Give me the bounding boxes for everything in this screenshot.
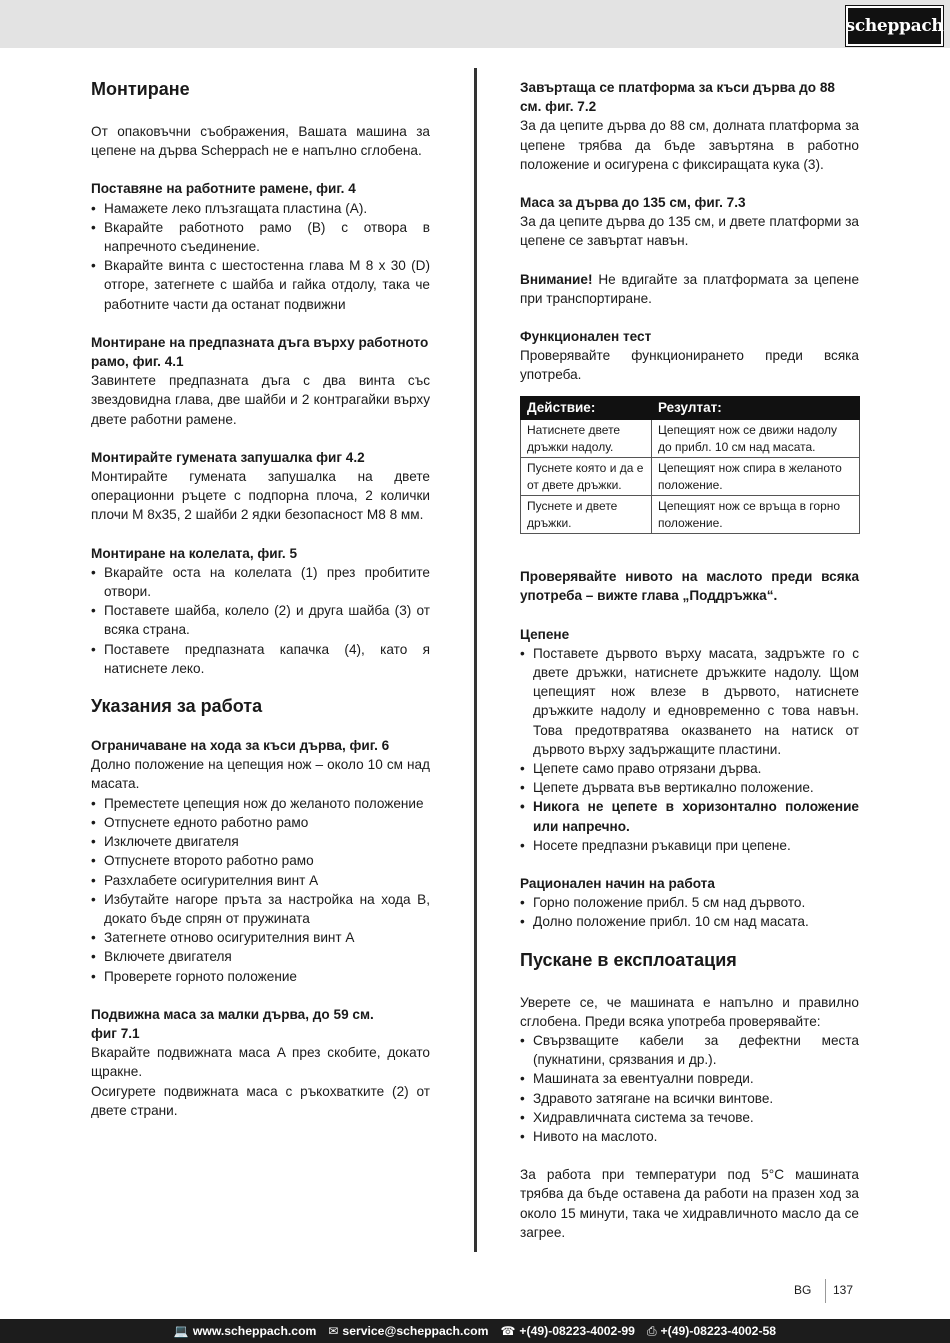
platform-text: За да цепите дърва до 88 см, долната платформа за цепене трябва да бъде завъртяна в работно положение и осигурена с фиксиращата кука (3). [520, 118, 859, 172]
rational-list [520, 893, 859, 931]
right-column [520, 78, 859, 1242]
list-item: • Отпуснете второто работно рамо [91, 851, 430, 870]
section-heading-mounting: Монтиране [91, 79, 190, 99]
list-item: • Вкарайте оста на колелата (1) през пробитите отвори. [91, 563, 430, 601]
mail-icon: ✉ [328, 1324, 339, 1338]
list-item: • Цепете дървата във вертикално положение. [520, 778, 859, 797]
fax-icon: ⎙ [646, 1323, 657, 1338]
subheading-function-test: Функционален тест [520, 329, 652, 345]
guard-text: Завинтете предпазната дъга с два винта със звездовидна глава, две шайби и 2 контрагайки върху двете работни рамене. [91, 373, 430, 427]
list-item: • Долно положение прибл. 10 см над масата. [520, 912, 859, 931]
language-code: BG [794, 1283, 812, 1297]
attention-note [520, 270, 859, 308]
list-item: • Вкарайте винта с шестостенна глава M 8 x 30 (D) отгоре, затегнете с шайба и гайка отдолу, така че работните части да останат подвижни [91, 256, 430, 314]
footer-fax[interactable] [647, 1324, 776, 1339]
table-header-row [521, 396, 860, 420]
table-cell: Пуснете и двете дръжки. [521, 496, 652, 534]
list-item: • Поставете дървото върху масата, задръжте го с двете дръжки, натиснете дръжките надолу. Щом цепещият нож влезе в дървото, натиснете дръжките надолу и едновременно с това навън. Това предотвратява оказването на натиск от дървото върху задържащите пластини. [520, 644, 859, 759]
table-row [521, 458, 860, 496]
list-item: • Избутайте нагоре пръта за настройка на хода B, докато бъде спрян от пружината [91, 890, 430, 928]
startup-list [520, 1031, 859, 1146]
stroke-list [91, 794, 430, 986]
list-item: • Преместете цепещия нож до желаното положение [91, 794, 430, 813]
stroke-text: Долно положение на цепещия нож – около 10 см над масата. [91, 757, 430, 792]
computer-icon: 💻 [173, 1324, 189, 1338]
list-item: • Нивото на маслото. [520, 1127, 859, 1146]
attention-text: Не вдигайте за платформата за цепене при транспортиране. [520, 271, 859, 306]
table135-text: За да цепите дърва до 135 см, и двете платформи за цепене се завъртат навън. [520, 214, 859, 249]
table-row [521, 496, 860, 534]
table-cell: Цепещият нож се движи надолу до прибл. 10 см над масата. [652, 420, 860, 458]
left-column [91, 78, 430, 1120]
table-cell: Натиснете двете дръжки надолу. [521, 420, 652, 458]
footer-email-text: service@scheppach.com [342, 1324, 489, 1338]
subheading-splitting: Цепене [520, 626, 570, 642]
table-cell: Цепещият нож се връща в горно положение. [652, 496, 860, 534]
list-item: • Горно положение прибл. 5 см над дървото. [520, 893, 859, 912]
subheading-wheels: Монтиране на колелата, фиг. 5 [91, 545, 298, 561]
list-item: • Намажете леко плъзгащата пластина (A). [91, 199, 430, 218]
startup-text: Уверете се, че машината е напълно и правилно сглобена. Преди всяка употреба проверявайте: [520, 994, 859, 1029]
list-item: • Изключете двигателя [91, 832, 430, 851]
list-item: • Носете предпазни ръкавици при цепене. [520, 836, 859, 855]
subheading-movable-table: Подвижна маса за малки дърва, до 59 см. фиг 7.1 [91, 1006, 374, 1041]
column-divider [474, 68, 477, 1252]
function-test-text: Проверявайте функционирането преди всяка употреба. [520, 348, 859, 383]
splitting-list [520, 644, 859, 855]
list-item: • Разхлабете осигурителния винт A [91, 871, 430, 890]
oil-check-note: Проверявайте нивото на маслото преди всяка употреба – вижте глава „Поддръжка“. [520, 569, 859, 604]
subheading-arms: Поставяне на работните рамене, фиг. 4 [91, 181, 356, 197]
rubber-text: Монтирайте гумената запушалка на двете операционни ръцете с подпорна плоча, 2 колички плочи М 8х35, 2 шайби 2 ядки безопасност М8 8 мм. [91, 469, 430, 523]
list-item: • Хидравличната система за течове. [520, 1108, 859, 1127]
list-item: • Здравото затягане на всички винтове. [520, 1089, 859, 1108]
list-item: • Поставете шайба, колело (2) и друга шайба (3) от всяка страна. [91, 601, 430, 639]
wheels-list [91, 563, 430, 678]
header-bar [0, 0, 950, 48]
list-item: • Поставете предпазната капачка (4), като я натиснете леко. [91, 640, 430, 678]
logo-text: scheppach [845, 16, 944, 36]
list-item: • Затегнете отново осигурителния винт A [91, 928, 430, 947]
scheppach-logo [846, 6, 943, 46]
table-header-result: Резултат: [652, 396, 860, 420]
list-item: • Цепете само право отрязани дърва. [520, 759, 859, 778]
function-test-table [520, 396, 860, 535]
list-item: • Отпуснете едното работно рамо [91, 813, 430, 832]
mounting-intro: От опаковъчни съображения, Вашата машина за цепене на дърва Scheppach не е напълно сглобена. [91, 124, 430, 159]
movable-table-text-1: Вкарайте подвижната маса A през скобите, докато щракне. [91, 1045, 430, 1080]
list-item: • Свързващите кабели за дефектни места (пукнатини, срязвания и др.). [520, 1031, 859, 1069]
subheading-platform: Завъртаща се платформа за къси дърва до 88 см. фиг. 7.2 [520, 80, 835, 115]
table-header-action: Действие: [521, 396, 652, 420]
section-heading-work: Указания за работа [91, 696, 263, 717]
temperature-text: За работа при температури под 5°C машината трябва да бъде оставена да работи на празен ход за около 15 минути, така че хидравличното масло да се загрее. [520, 1167, 859, 1240]
subheading-stroke: Ограничаване на хода за къси дърва, фиг. 6 [91, 738, 390, 754]
phone-icon: ☎ [500, 1324, 516, 1338]
footer-bar [0, 1319, 950, 1343]
table-cell: Цепещият нож спира в желаното положение. [652, 458, 860, 496]
table-cell: Пуснете която и да е от двете дръжки. [521, 458, 652, 496]
footer-phone[interactable] [500, 1324, 634, 1338]
footer-web[interactable] [174, 1324, 316, 1338]
section-heading-startup: Пускане в експлоатация [520, 949, 737, 970]
table-row [521, 420, 860, 458]
list-item: • Включете двигателя [91, 947, 430, 966]
footer-web-text: www.scheppach.com [192, 1324, 317, 1338]
list-item: • Проверете горното положение [91, 967, 430, 986]
footer-fax-text: +(49)-08223-4002-58 [660, 1324, 777, 1338]
list-item: • Никога не цепете в хоризонтално положение или напречно. [520, 797, 859, 835]
movable-table-text-2: Осигурете подвижната маса с ръкохватките (2) от двете страни. [91, 1083, 430, 1118]
list-item: • Машината за евентуални повреди. [520, 1069, 859, 1088]
attention-label: Внимание! [520, 271, 593, 287]
subheading-guard: Монтиране на предпазната дъга върху работното рамо, фиг. 4.1 [91, 334, 429, 370]
page-number: 137 [833, 1283, 854, 1297]
subheading-rational: Рационален начин на работа [520, 875, 715, 891]
page-number-divider [825, 1279, 826, 1303]
subheading-rubber: Монтирайте гумената запушалка фиг 4.2 [91, 449, 365, 465]
arms-list [91, 199, 430, 314]
subheading-table135: Маса за дърва до 135 см, фиг. 7.3 [520, 195, 746, 211]
list-item: • Вкарайте работното рамо (B) с отвора в напречното съединение. [91, 218, 430, 256]
footer-email[interactable] [328, 1324, 488, 1338]
footer-phone-text: +(49)-08223-4002-99 [519, 1324, 635, 1338]
